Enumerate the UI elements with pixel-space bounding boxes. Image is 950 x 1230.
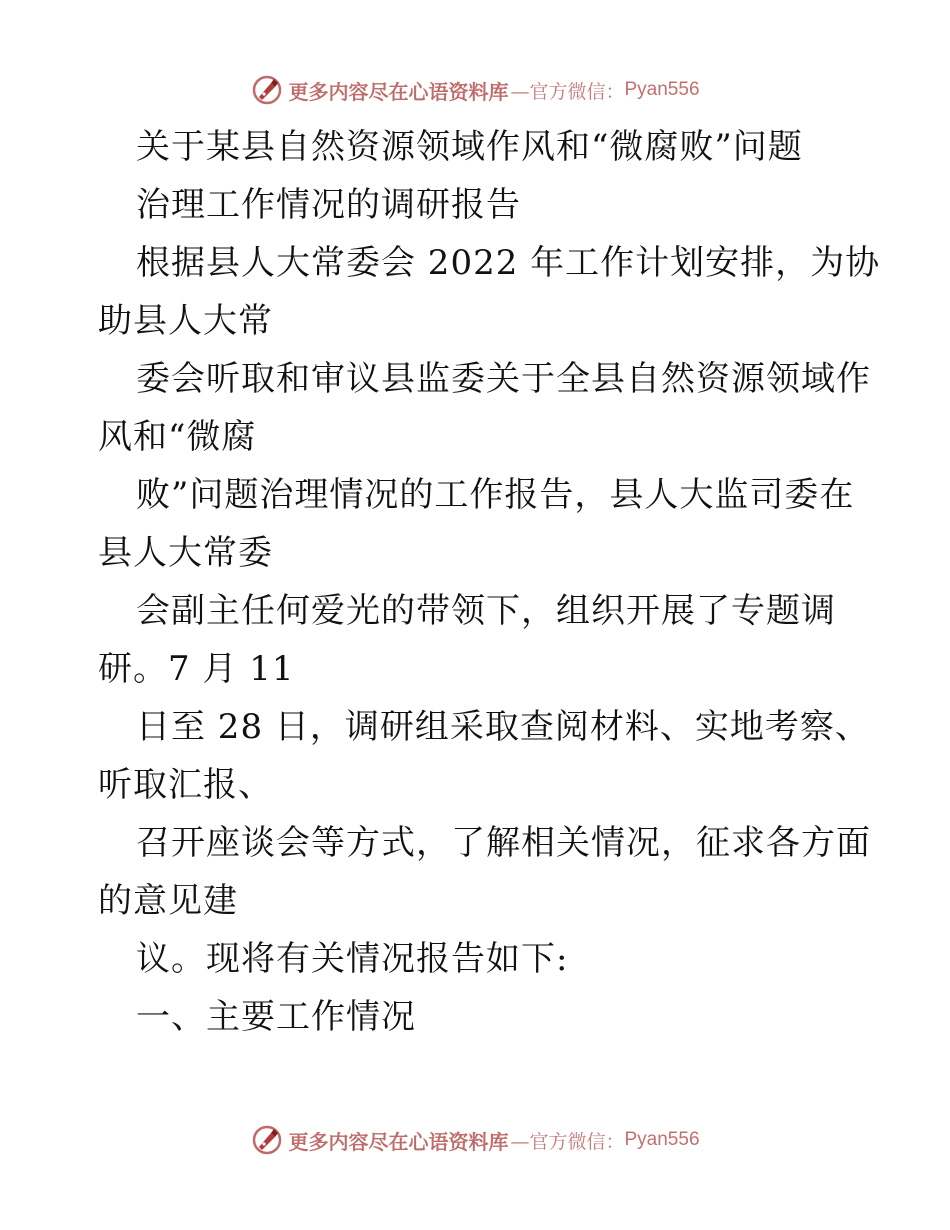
paragraph-line: 县人大常委	[98, 533, 273, 573]
pen-nib-swirl-icon	[250, 1123, 284, 1157]
paragraph-line: 召开座谈会等方式，了解相关情况，征求各方面	[136, 823, 871, 863]
header-watermark	[0, 70, 950, 110]
footer-watermark	[0, 1120, 950, 1160]
paragraph-line: 的意见建	[98, 881, 238, 921]
paragraph-line: 助县人大常	[98, 301, 273, 341]
document-title-line-1: 关于某县自然资源领域作风和“微腐败”问题	[136, 127, 803, 167]
pen-nib-swirl-icon	[250, 73, 284, 107]
document-body	[98, 118, 881, 1046]
paragraph-line: 委会听取和审议县监委关于全县自然资源领域作	[136, 359, 871, 399]
document-title-line-2: 治理工作情况的调研报告	[136, 185, 521, 225]
paragraph-line: 日至 28 日，调研组采取查阅材料、实地考察、	[136, 707, 870, 747]
paragraph-line: 议。现将有关情况报告如下:	[136, 939, 569, 979]
paragraph-line: 风和“微腐	[98, 417, 257, 457]
watermark-account: Pyan556	[624, 1129, 700, 1150]
paragraph-line: 败”问题治理情况的工作报告，县人大监司委在	[136, 475, 855, 515]
paragraph-line: 研。7 月 11	[98, 649, 295, 689]
watermark-wechat-label: —官方微信：	[510, 80, 625, 103]
watermark-account: Pyan556	[624, 79, 700, 100]
watermark-brand-text: 更多内容尽在心语资料库	[288, 79, 509, 104]
paragraph-line: 根据县人大常委会 2022 年工作计划安排，为协	[136, 243, 881, 283]
watermark-wechat-label: —官方微信：	[510, 1130, 625, 1153]
paragraph-line: 会副主任何爱光的带领下，组织开展了专题调	[136, 591, 836, 631]
section-heading: 一、主要工作情况	[136, 997, 416, 1037]
paragraph-line: 听取汇报、	[98, 765, 273, 805]
watermark-brand-text: 更多内容尽在心语资料库	[288, 1129, 509, 1154]
